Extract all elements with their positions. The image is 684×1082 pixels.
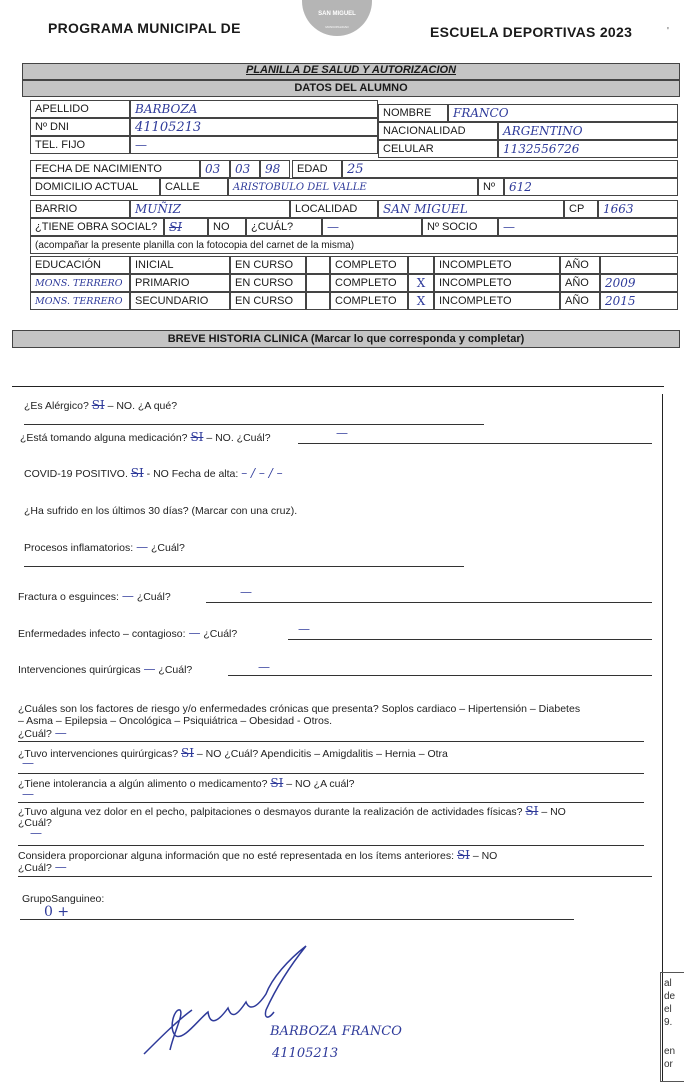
- edu-header-educacion: EDUCACIÓN: [30, 256, 130, 274]
- label-dni: Nº DNI: [30, 118, 130, 136]
- field-socio[interactable]: [498, 218, 678, 236]
- edu-header-anio: AÑO: [560, 256, 600, 274]
- value-apellido: BARBOZA: [135, 102, 198, 116]
- value-nacionalidad: ARGENTINO: [503, 124, 583, 138]
- label-numero: Nº: [478, 178, 504, 196]
- mark-tuvo-interv[interactable]: SI: [181, 746, 194, 760]
- label-barrio: BARRIO: [30, 200, 130, 218]
- student-section-title: DATOS DEL ALUMNO: [22, 80, 680, 97]
- value-dob-day: 03: [205, 162, 221, 176]
- question-riesgo: ¿Cuáles son los factores de riesgo y/o enfermedades crónicas que presenta? Soplos cardiaco – Hipertensión – Diabetes – Asma – Epilepsia – Oncológica – Psiquiátrica – Obesidad - Otros. ¿Cuál? —: [18, 703, 581, 740]
- value-localidad: SAN MIGUEL: [383, 202, 468, 216]
- municipal-logo: [302, 0, 372, 36]
- value-obra-cual: —: [327, 220, 339, 234]
- edu-header-en-curso: EN CURSO: [230, 256, 306, 274]
- field-barrio[interactable]: [130, 200, 290, 218]
- edu-row-completo: COMPLETO: [330, 274, 408, 292]
- answer-fractura-2: —: [240, 585, 252, 599]
- field-dob-day[interactable]: [200, 160, 230, 178]
- answer-interv-1: —: [143, 662, 156, 676]
- question-medicacion: ¿Está tomando alguna medicación? SI – NO. ¿Cuál?: [20, 430, 271, 444]
- label-localidad: LOCALIDAD: [290, 200, 378, 218]
- edu-row-anio: AÑO: [560, 274, 600, 292]
- value-dni: 41105213: [135, 120, 202, 135]
- value-socio: —: [503, 220, 515, 234]
- edu-row-school[interactable]: [30, 292, 130, 310]
- answer-line-infecto[interactable]: [288, 639, 652, 640]
- answer-line-interv[interactable]: [228, 675, 652, 676]
- question-grupo-sanguineo: GrupoSanguineo:: [22, 893, 105, 905]
- clinical-frame-top: [12, 386, 664, 387]
- value-obra-social-mark: SI: [169, 220, 182, 234]
- cut-text-1: al: [664, 978, 672, 989]
- value-dob-month: 03: [235, 162, 251, 176]
- question-intervenciones: Intervenciones quirúrgicas — ¿Cuál?: [18, 662, 193, 676]
- value-school-2: MONS. TERRERO: [35, 296, 123, 307]
- answer-riesgo: —: [54, 726, 67, 740]
- edu-row-en-curso-box[interactable]: [306, 292, 330, 310]
- answer-line-procesos[interactable]: [24, 566, 464, 567]
- edu-row-completo-box[interactable]: [408, 274, 434, 292]
- carnet-note: (acompañar la presente planilla con la fotocopia del carnet de la misma): [30, 236, 678, 254]
- answer-line-alergico[interactable]: [24, 424, 484, 425]
- signature-scribble: [140, 940, 320, 1060]
- question-tuvo-intervenciones: ¿Tuvo intervenciones quirúrgicas? SI – NO ¿Cuál? Apendicitis – Amigdalitis – Hernia – Otra: [18, 746, 448, 760]
- field-localidad[interactable]: [378, 200, 564, 218]
- value-tel: —: [135, 138, 147, 152]
- answer-intolerancia: —: [22, 787, 34, 801]
- label-no: NO: [208, 218, 246, 236]
- mark-considera[interactable]: SI: [456, 848, 470, 862]
- answer-tuvo-interv: —: [22, 756, 34, 770]
- value-cp: 1663: [603, 202, 634, 216]
- value-edad: 25: [347, 162, 364, 177]
- field-obra-cual[interactable]: [322, 218, 422, 236]
- edu-row-level: SECUNDARIO: [130, 292, 230, 310]
- edu-header-anio-value: [600, 256, 678, 274]
- question-covid: COVID-19 POSITIVO. SI - NO Fecha de alta: – / – / –: [24, 466, 283, 480]
- answer-line-tuvo-interv[interactable]: [18, 773, 644, 774]
- value-nombre: FRANCO: [453, 106, 509, 120]
- edu-header-completo: COMPLETO: [330, 256, 408, 274]
- edu-row-en-curso: EN CURSO: [230, 274, 306, 292]
- school-title: ESCUELA DEPORTIVAS 2023: [430, 24, 633, 40]
- form-title: PLANILLA DE SALUD Y AUTORIZACION: [22, 63, 680, 80]
- label-tel: TEL. FIJO: [30, 136, 130, 154]
- label-celular: CELULAR: [378, 140, 498, 158]
- answer-medicacion: —: [336, 426, 348, 440]
- question-fractura: Fractura o esguinces: — ¿Cuál?: [18, 589, 171, 603]
- question-alergico: ¿Es Alérgico? SI – NO. ¿A qué?: [24, 398, 178, 412]
- value-celular: 1132556726: [503, 142, 580, 156]
- label-cual-obra: ¿CUÁL?: [246, 218, 322, 236]
- field-nombre[interactable]: [448, 104, 678, 122]
- mark-medicacion[interactable]: SI: [190, 430, 204, 444]
- answer-infecto-1: —: [188, 626, 201, 640]
- answer-line-dolor[interactable]: [18, 845, 644, 846]
- field-obra-social-si[interactable]: [164, 218, 208, 236]
- answer-procesos-1: —: [136, 540, 149, 554]
- edu-row-level: PRIMARIO: [130, 274, 230, 292]
- field-nacionalidad[interactable]: [498, 122, 678, 140]
- clinical-section-title: BREVE HISTORIA CLINICA (Marcar lo que corresponda y completar): [12, 330, 680, 348]
- edu-header-box2: [408, 256, 434, 274]
- cut-text-5: en: [664, 1046, 676, 1057]
- label-nacionalidad: NACIONALIDAD: [378, 122, 498, 140]
- question-infecto: Enfermedades infecto – contagioso: — ¿Cuál?: [18, 626, 238, 640]
- label-edad: EDAD: [292, 160, 342, 178]
- question-ultimos-30-dias: ¿Ha sufrido en los últimos 30 días? (Marcar con una cruz).: [24, 505, 298, 517]
- answer-line-riesgo[interactable]: [18, 741, 644, 742]
- edu-row-year[interactable]: [600, 274, 678, 292]
- edu-row-incompleto: INCOMPLETO: [434, 292, 560, 310]
- cut-text-3: el: [664, 1004, 672, 1015]
- logo-subtext: MUNICIPALIDAD: [325, 25, 349, 29]
- answer-interv-2: —: [258, 660, 270, 674]
- value-year-2: 2015: [605, 294, 636, 308]
- field-dob-month[interactable]: [230, 160, 260, 178]
- edu-row-completo-box[interactable]: [408, 292, 434, 310]
- value-mark-1: X: [416, 276, 426, 290]
- value-dob-year: 98: [265, 162, 281, 176]
- corner-mark: ': [667, 26, 669, 37]
- value-numero: 612: [509, 180, 532, 194]
- value-year-1: 2009: [605, 276, 636, 290]
- field-edad[interactable]: [342, 160, 678, 178]
- field-apellido[interactable]: [130, 100, 378, 118]
- question-intolerancia: ¿Tiene intolerancia a algún alimento o medicamento? SI – NO ¿A cuál?: [18, 776, 355, 790]
- label-cp: CP: [564, 200, 598, 218]
- signature-dni: 41105213: [272, 1046, 339, 1061]
- edu-row-completo: COMPLETO: [330, 292, 408, 310]
- edu-header-inicial: INICIAL: [130, 256, 230, 274]
- field-dob-year[interactable]: [260, 160, 290, 178]
- answer-considera: —: [54, 860, 67, 874]
- answer-line-considera[interactable]: [18, 876, 652, 877]
- label-fecha-nacimiento: FECHA DE NACIMIENTO: [30, 160, 200, 178]
- field-numero[interactable]: [504, 178, 678, 196]
- answer-dolor: —: [30, 826, 42, 840]
- mark-dolor[interactable]: SI: [525, 804, 539, 818]
- edu-header-box1: [306, 256, 330, 274]
- label-nombre: NOMBRE: [378, 104, 448, 122]
- question-considera: Considera proporcionar alguna información que no esté representada en los ítems anteriores: SI – NO ¿Cuál? —: [18, 848, 498, 874]
- value-calle: ARISTOBULO DEL VALLE: [233, 182, 367, 193]
- mark-intolerancia[interactable]: SI: [270, 776, 284, 790]
- label-socio: Nº SOCIO: [422, 218, 498, 236]
- signature-name: BARBOZA FRANCO: [270, 1024, 402, 1039]
- answer-grupo-sanguineo: 0 +: [44, 904, 70, 920]
- cut-text-2: de: [664, 991, 676, 1002]
- edu-row-year[interactable]: [600, 292, 678, 310]
- field-dni[interactable]: [130, 118, 378, 136]
- label-apellido: APELLIDO: [30, 100, 130, 118]
- answer-infecto-2: —: [298, 622, 310, 636]
- edu-row-school[interactable]: [30, 274, 130, 292]
- answer-covid: – / – / –: [241, 466, 283, 480]
- answer-line-grupo[interactable]: [20, 919, 574, 920]
- side-cut-box: [660, 972, 684, 1082]
- value-barrio: MUÑIZ: [135, 202, 181, 216]
- edu-row-incompleto: INCOMPLETO: [434, 274, 560, 292]
- cut-text-4: 9.: [664, 1017, 673, 1028]
- label-obra-social: ¿TIENE OBRA SOCIAL?: [30, 218, 164, 236]
- edu-row-anio: AÑO: [560, 292, 600, 310]
- label-domicilio: DOMICILIO ACTUAL: [30, 178, 160, 196]
- answer-line-medicacion[interactable]: [298, 443, 652, 444]
- answer-line-intolerancia[interactable]: [18, 802, 644, 803]
- logo-text: SAN MIGUEL: [318, 11, 356, 17]
- mark-covid[interactable]: SI: [130, 466, 144, 480]
- answer-line-fractura[interactable]: [206, 602, 652, 603]
- question-dolor: ¿Tuvo alguna vez dolor en el pecho, palpitaciones o desmayos durante la realización de actividades físicas? SI – NO ¿Cuál?: [18, 804, 566, 829]
- field-tel[interactable]: [130, 136, 378, 154]
- edu-header-incompleto: INCOMPLETO: [434, 256, 560, 274]
- edu-row-en-curso: EN CURSO: [230, 292, 306, 310]
- field-cp[interactable]: [598, 200, 678, 218]
- mark-alergico[interactable]: SI: [91, 398, 105, 412]
- edu-row-en-curso-box[interactable]: [306, 274, 330, 292]
- value-school-1: MONS. TERRERO: [35, 278, 123, 289]
- cut-text-6: or: [664, 1059, 673, 1070]
- label-calle: CALLE: [160, 178, 228, 196]
- program-title: PROGRAMA MUNICIPAL DE: [48, 20, 241, 36]
- field-celular[interactable]: [498, 140, 678, 158]
- answer-fractura-1: —: [121, 589, 134, 603]
- field-calle[interactable]: [228, 178, 478, 196]
- question-procesos: Procesos inflamatorios: — ¿Cuál?: [24, 540, 185, 554]
- value-mark-2: X: [416, 294, 426, 308]
